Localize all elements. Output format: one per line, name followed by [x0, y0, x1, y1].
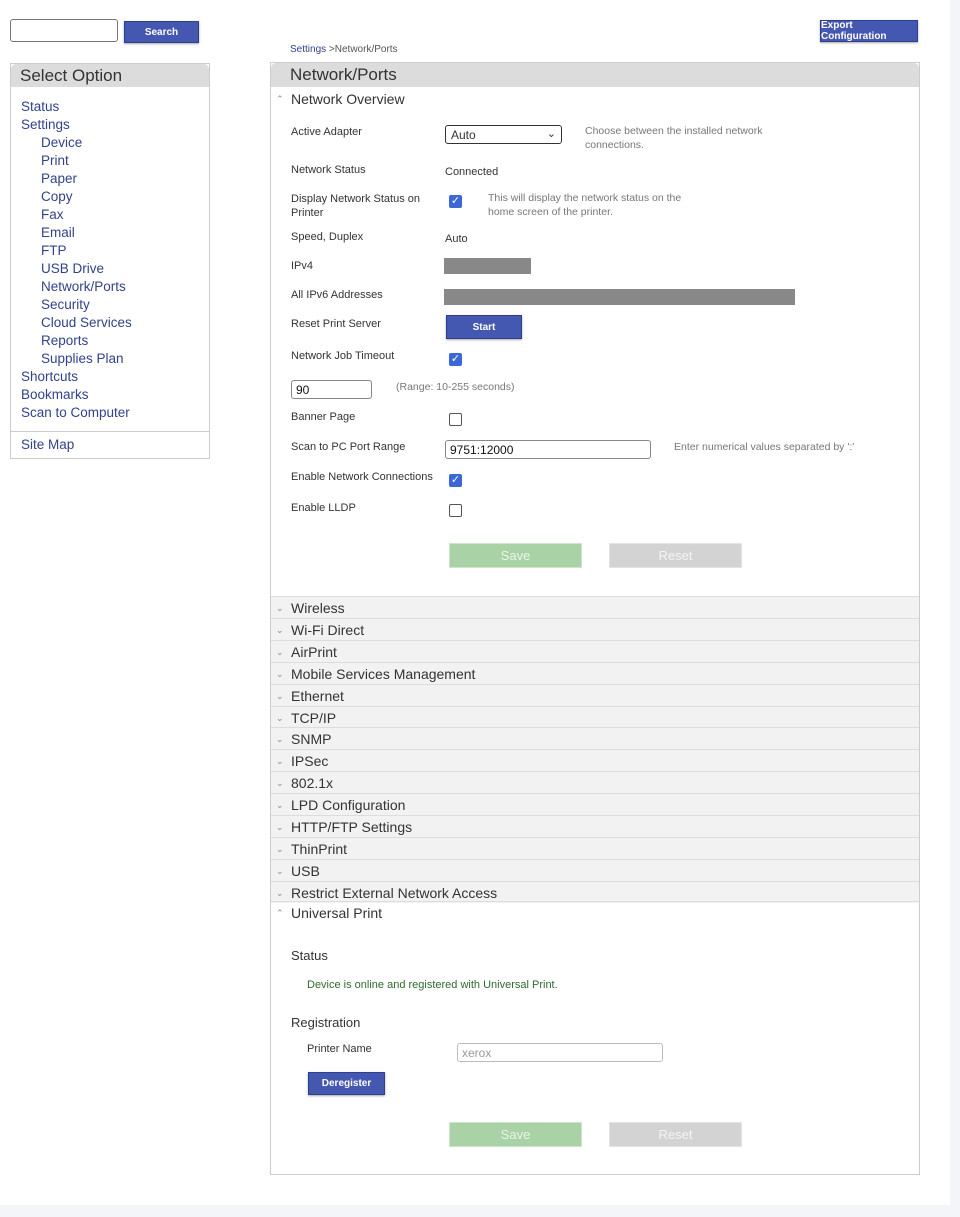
- network-status-value: Connected: [445, 166, 499, 178]
- chevron-down-double-icon: ⌄: [276, 800, 284, 811]
- ipv6-label: All IPv6 Addresses: [291, 289, 383, 301]
- sidebar-item-status[interactable]: Status: [21, 99, 60, 114]
- section-lpd-configuration[interactable]: [271, 793, 919, 815]
- section-title: Restrict External Network Access: [291, 884, 498, 901]
- sidebar-item-scan-to-computer[interactable]: Scan to Computer: [21, 405, 130, 420]
- sidebar-item-supplies-plan[interactable]: Supplies Plan: [41, 351, 124, 366]
- active-adapter-select[interactable]: [445, 125, 562, 144]
- section-title: Wireless: [291, 600, 345, 616]
- sidebar-item-network-ports[interactable]: Network/Ports: [41, 279, 126, 294]
- sidebar: [10, 63, 210, 459]
- banner-page-label: Banner Page: [291, 411, 356, 423]
- chevron-down-double-icon: ⌄: [276, 603, 284, 613]
- section-title: Wi-Fi Direct: [291, 621, 365, 638]
- display-status-label: Display Network Status on Printer: [291, 193, 420, 219]
- section-http-ftp-settings[interactable]: [271, 815, 919, 837]
- sidebar-item-print[interactable]: Print: [41, 153, 69, 168]
- sidebar-item-site-map[interactable]: Site Map: [21, 437, 75, 452]
- search-input[interactable]: [10, 19, 118, 42]
- scan-port-range-hint: Enter numerical values separated by ':': [674, 441, 855, 453]
- section-ipsec[interactable]: [271, 749, 919, 771]
- sidebar-item-bookmarks[interactable]: Bookmarks: [21, 387, 89, 402]
- scan-port-range-label: Scan to PC Port Range: [291, 441, 406, 453]
- active-adapter-hint: Choose between the installed network connections.: [585, 125, 763, 151]
- enable-lldp-label: Enable LLDP: [291, 502, 356, 514]
- universal-print-reset-button[interactable]: Reset: [609, 1122, 742, 1147]
- section-restrict-external-network-access[interactable]: [271, 881, 919, 903]
- search-button[interactable]: Search: [124, 21, 199, 43]
- section-title: Network Overview: [291, 91, 405, 107]
- sidebar-title: Select Option: [11, 64, 209, 87]
- section-title: HTTP/FTP Settings: [291, 819, 413, 835]
- breadcrumb-settings-link[interactable]: Settings: [290, 44, 327, 55]
- section-usb[interactable]: [271, 859, 919, 881]
- main-panel: [270, 62, 920, 1175]
- sidebar-item-copy[interactable]: Copy: [41, 189, 73, 204]
- universal-print-save-button[interactable]: Save: [449, 1122, 582, 1147]
- chevron-down-double-icon: ⌄: [276, 843, 284, 854]
- sidebar-item-settings[interactable]: Settings: [21, 117, 70, 132]
- page-title: Network/Ports: [271, 63, 919, 87]
- section-title: TCP/IP: [291, 709, 337, 726]
- start-button[interactable]: Start: [446, 315, 522, 339]
- checkmark-icon: ✓: [450, 353, 461, 365]
- section-thinprint[interactable]: [271, 837, 919, 859]
- section-title: Universal Print: [291, 905, 383, 921]
- section-wi-fi-direct[interactable]: [271, 618, 919, 640]
- section-title: ThinPrint: [291, 840, 348, 857]
- network-status-label: Network Status: [291, 164, 366, 176]
- chevron-down-double-icon: ⌄: [276, 624, 284, 635]
- chevron-down-double-icon: ⌄: [276, 734, 284, 745]
- checkmark-icon: ✓: [450, 474, 461, 486]
- chevron-down-double-icon: ⌄: [276, 778, 284, 789]
- sidebar-item-paper[interactable]: Paper: [41, 171, 78, 186]
- section-title: USB: [291, 862, 320, 879]
- active-adapter-label: Active Adapter: [291, 126, 362, 138]
- chevron-down-double-icon: ⌄: [276, 865, 284, 876]
- deregister-button[interactable]: Deregister: [308, 1072, 385, 1095]
- section-title: LPD Configuration: [291, 797, 406, 814]
- ipv6-redacted-value: [444, 289, 795, 305]
- section-network-overview[interactable]: [271, 88, 919, 110]
- printer-name-label: Printer Name: [307, 1043, 372, 1055]
- sidebar-item-fax[interactable]: Fax: [41, 207, 64, 222]
- universal-print-status-title: Status: [291, 948, 328, 963]
- section-universal-print[interactable]: [271, 901, 919, 923]
- chevron-down-icon: ⌄: [546, 128, 556, 140]
- breadcrumb-separator: >: [326, 44, 335, 55]
- section-title: IPSec: [291, 753, 329, 770]
- universal-print-status-text: Device is online and registered with Universal Print.: [307, 979, 558, 991]
- chevron-down-double-icon: ⌄: [276, 822, 284, 832]
- sidebar-item-security[interactable]: Security: [41, 297, 90, 312]
- chevron-up-double-icon: ⌃: [276, 908, 284, 918]
- enable-network-checkbox[interactable]: [449, 474, 462, 487]
- section-wireless[interactable]: [271, 596, 919, 618]
- sidebar-item-usb-drive[interactable]: USB Drive: [41, 261, 105, 276]
- printer-name-input[interactable]: xerox: [457, 1043, 663, 1062]
- sidebar-item-reports[interactable]: Reports: [41, 333, 89, 348]
- display-status-hint: This will display the network status on the home screen of the printer.: [488, 192, 682, 218]
- breadcrumb: [290, 44, 398, 55]
- section-snmp[interactable]: [271, 727, 919, 749]
- chevron-down-double-icon: ⌄: [276, 712, 284, 723]
- display-status-checkbox[interactable]: [449, 195, 462, 208]
- section-title: SNMP: [291, 731, 332, 748]
- sidebar-divider: [11, 431, 209, 432]
- active-adapter-value: Auto: [451, 128, 476, 142]
- breadcrumb-current: Network/Ports: [334, 44, 398, 55]
- chevron-down-double-icon: ⌄: [276, 668, 284, 679]
- sidebar-item-cloud-services[interactable]: Cloud Services: [41, 315, 132, 330]
- sidebar-item-ftp[interactable]: FTP: [41, 243, 67, 258]
- section-title: Mobile Services Management: [291, 665, 476, 682]
- timeout-input[interactable]: 90: [291, 380, 372, 399]
- chevron-up-double-icon: ⌃: [276, 94, 284, 104]
- scan-port-range-input[interactable]: 9751:12000: [445, 440, 651, 459]
- sidebar-item-email[interactable]: Email: [41, 225, 75, 240]
- timeout-range-hint: (Range: 10-255 seconds): [396, 381, 515, 393]
- speed-duplex-label: Speed, Duplex: [291, 231, 364, 243]
- chevron-down-double-icon: ⌄: [276, 690, 284, 701]
- chevron-down-double-icon: ⌄: [276, 756, 284, 767]
- save-button[interactable]: Save: [449, 543, 582, 568]
- chevron-down-double-icon: ⌄: [276, 887, 284, 898]
- ipv4-label: IPv4: [291, 260, 314, 272]
- section-title: Ethernet: [291, 687, 344, 704]
- enable-network-label: Enable Network Connections: [291, 471, 433, 483]
- reset-button[interactable]: Reset: [609, 543, 742, 568]
- section-tcp-ip[interactable]: [271, 706, 919, 728]
- section-title: AirPrint: [291, 643, 337, 660]
- section-airprint[interactable]: [271, 640, 919, 662]
- checkmark-icon: ✓: [450, 195, 461, 207]
- sidebar-nav: [11, 98, 209, 422]
- section-mobile-services-management[interactable]: [271, 662, 919, 684]
- ipv4-redacted-value: [444, 258, 531, 274]
- reset-print-server-label: Reset Print Server: [291, 318, 381, 330]
- sidebar-item-device[interactable]: Device: [41, 135, 83, 150]
- enable-lldp-checkbox[interactable]: [449, 504, 462, 517]
- section-802-1x[interactable]: [271, 771, 919, 793]
- speed-duplex-value: Auto: [445, 233, 468, 245]
- section-ethernet[interactable]: [271, 684, 919, 706]
- registration-title: Registration: [291, 1015, 361, 1030]
- network-job-timeout-label: Network Job Timeout: [291, 350, 395, 362]
- export-configuration-button[interactable]: Export Configuration: [820, 20, 918, 42]
- section-title: 802.1x: [291, 775, 334, 792]
- network-job-timeout-checkbox[interactable]: [449, 353, 462, 366]
- banner-page-checkbox[interactable]: [449, 413, 462, 426]
- sidebar-item-shortcuts[interactable]: Shortcuts: [21, 369, 79, 384]
- chevron-down-double-icon: ⌄: [276, 646, 284, 657]
